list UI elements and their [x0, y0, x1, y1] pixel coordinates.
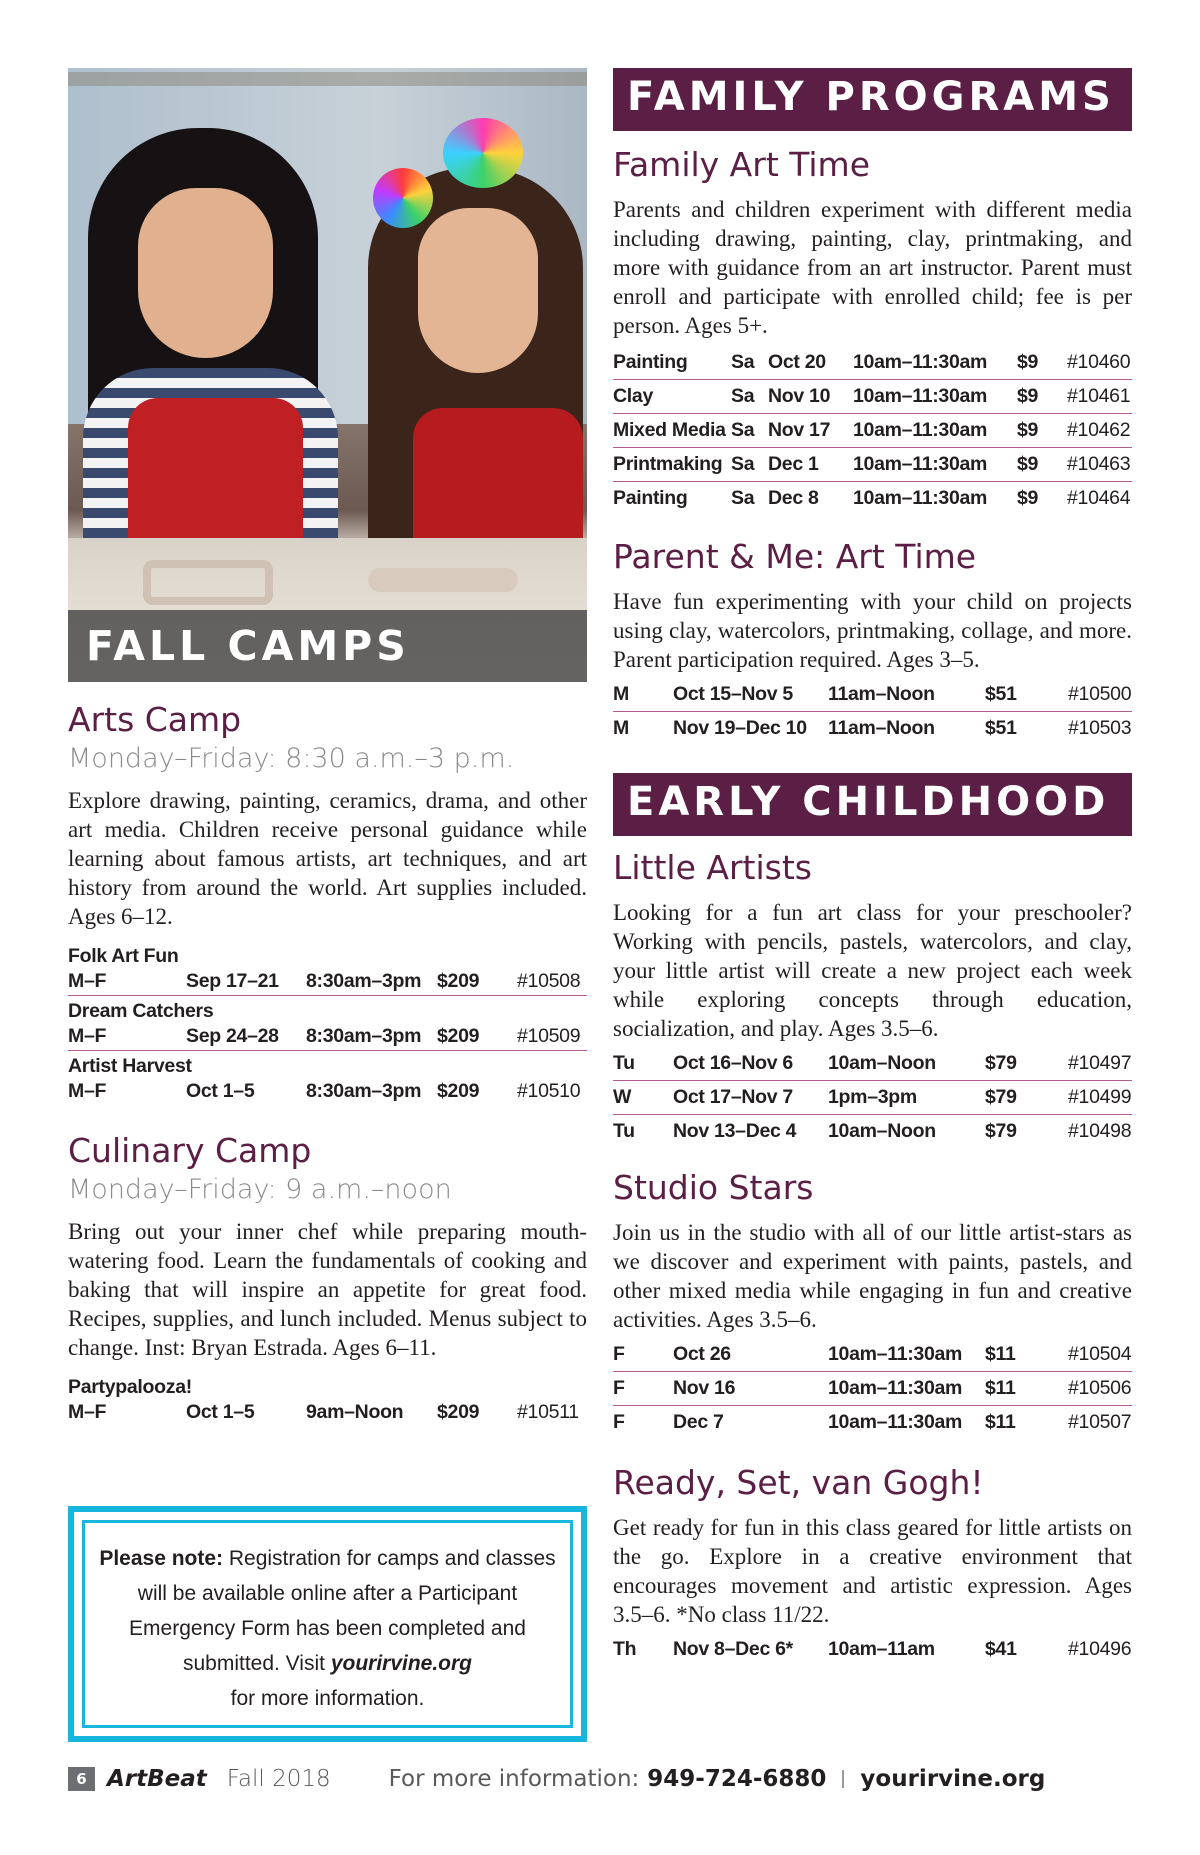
class-media: Clay [613, 385, 653, 407]
course-code: #10496 [1068, 1638, 1132, 1660]
registration-note [68, 1506, 587, 1742]
arts-camp-title: Arts Camp [68, 700, 242, 739]
right-column [613, 68, 1132, 1666]
class-time: 10am–11:30am [853, 385, 988, 407]
session-dates: Sep 17–21 [186, 970, 279, 992]
info-label: For more information: [388, 1766, 640, 1792]
van-gogh-description: Get ready for fun in this class geared for little artists on the go. Explore in a creative environment that encourages movement and artistic expression. Ages 3.5–6. *No class 11/22. [613, 1515, 1132, 1627]
class-fee: $79 [985, 1120, 1017, 1142]
table-row [613, 1633, 1132, 1666]
class-time: 10am–11am [828, 1638, 935, 1660]
class-time: 10am–11:30am [828, 1343, 963, 1365]
family-art-time-table [613, 346, 1132, 515]
class-day: W [613, 1086, 632, 1108]
note-line: Emergency Form has been completed and [129, 1617, 526, 1640]
table-row [613, 1338, 1132, 1372]
table-row [613, 482, 1132, 515]
course-code: #10509 [517, 1025, 581, 1047]
van-gogh-title: Ready, Set, van Gogh! [613, 1463, 984, 1502]
class-date: Nov 17 [768, 419, 831, 441]
course-code: #10463 [1067, 453, 1131, 475]
class-time: 10am–11:30am [853, 453, 988, 475]
session-fee: $209 [437, 1025, 480, 1047]
class-day: Sa [731, 419, 755, 441]
course-code: #10462 [1067, 419, 1131, 441]
class-day: M [613, 683, 629, 705]
note-label: Please note: [99, 1547, 224, 1570]
phone-number[interactable]: 949-724-6880 [647, 1766, 827, 1792]
course-code: #10497 [1068, 1052, 1132, 1074]
class-media: Printmaking [613, 453, 723, 475]
class-time: 10am–11:30am [853, 419, 988, 441]
van-gogh-table [613, 1633, 1132, 1666]
table-row [613, 448, 1132, 482]
table-row [68, 1398, 587, 1426]
culinary-camp-schedule: Monday–Friday: 9 a.m.–noon [68, 1174, 452, 1205]
session-fee: $209 [437, 1080, 480, 1102]
parent-me-table [613, 678, 1132, 745]
class-time: 10am–Noon [828, 1052, 936, 1074]
class-fee: $51 [985, 683, 1017, 705]
course-code: #10508 [517, 970, 581, 992]
session-name: Partypalooza! [68, 1376, 192, 1398]
class-fee: $9 [1017, 487, 1039, 509]
publication-season: Fall 2018 [226, 1766, 331, 1792]
table-row [613, 1406, 1132, 1439]
publication-name: ArtBeat [107, 1766, 207, 1792]
class-day: Tu [613, 1052, 635, 1074]
little-artists-title: Little Artists [613, 848, 812, 887]
family-programs-header: FAMILY PROGRAMS [613, 68, 1132, 131]
session-name: Artist Harvest [68, 1055, 192, 1077]
little-artists-description: Looking for a fun art class for your preschooler? Working with pencils, pastels, watercolors, and clay, your little artist will create a new project each week while exploring concepts through education, socialization, and play. Ages 3.5–6. [613, 900, 1132, 1041]
table-row [613, 380, 1132, 414]
class-dates: Nov 16 [673, 1377, 736, 1399]
session-days: M–F [68, 970, 107, 992]
class-day: F [613, 1411, 625, 1433]
course-code: #10464 [1067, 487, 1131, 509]
arts-camp-description: Explore drawing, painting, ceramics, drama, and other art media. Children receive personal guidance while learning about famous artists, art techniques, and art history from around the world. Art supplies included. Ages 6–12. [68, 788, 587, 929]
course-code: #10510 [517, 1080, 581, 1102]
class-media: Mixed Media [613, 419, 726, 441]
session-name: Folk Art Fun [68, 945, 179, 967]
session-name: Dream Catchers [68, 1000, 214, 1022]
parent-me-description: Have fun experimenting with your child on projects using clay, watercolors, printmaking, collage, and more. Parent participation required. Ages 3–5. [613, 589, 1132, 672]
course-code: #10507 [1068, 1411, 1132, 1433]
class-dates: Nov 8–Dec 6* [673, 1638, 793, 1660]
class-time: 11am–Noon [828, 683, 935, 705]
page-footer [68, 1762, 1138, 1796]
class-day: F [613, 1343, 625, 1365]
parent-me-title: Parent & Me: Art Time [613, 537, 977, 576]
table-row [613, 1081, 1132, 1115]
table-row [613, 346, 1132, 380]
arts-camp-schedule: Monday–Friday: 8:30 a.m.–3 p.m. [68, 743, 515, 774]
website-link[interactable]: yourirvine.org [330, 1652, 473, 1675]
studio-stars-description: Join us in the studio with all of our little artist-stars as we discover and experiment with paints, pastels, and other mixed media while engaging in fun and creative activities. Ages 3.5–6. [613, 1220, 1132, 1332]
course-code: #10504 [1068, 1343, 1132, 1365]
class-day: Sa [731, 487, 755, 509]
session-dates: Sep 24–28 [186, 1025, 279, 1047]
course-code: #10500 [1068, 683, 1132, 705]
family-art-time-description: Parents and children experiment with different media including drawing, painting, clay, printmaking, and more with guidance from an art instructor. Parent must enroll and participate with enrolled child; fee is per person. Ages 5+. [613, 197, 1132, 338]
camp-session [68, 1055, 587, 1105]
registration-note-text [82, 1520, 573, 1728]
class-date: Nov 10 [768, 385, 831, 407]
note-line: for more information. [230, 1687, 425, 1710]
early-childhood-header: EARLY CHILDHOOD [613, 773, 1132, 836]
course-code: #10498 [1068, 1120, 1132, 1142]
session-fee: $209 [437, 1401, 480, 1423]
session-days: M–F [68, 1025, 107, 1047]
camp-session [68, 1000, 587, 1051]
class-fee: $51 [985, 717, 1017, 739]
class-time: 1pm–3pm [828, 1086, 917, 1108]
class-day: Th [613, 1638, 637, 1660]
class-fee: $11 [985, 1377, 1016, 1399]
class-day: Sa [731, 351, 755, 373]
class-date: Dec 1 [768, 453, 819, 475]
class-day: Tu [613, 1120, 635, 1142]
table-row [68, 1022, 587, 1051]
camp-session [68, 945, 587, 996]
table-row [68, 1077, 587, 1105]
culinary-camp-description: Bring out your inner chef while preparing mouth-watering food. Learn the fundamentals of cooking and baking that will inspire an appetite for great food. Recipes, supplies, and lunch included. Menus subject to change. Inst: Bryan Estrada. Ages 6–11. [68, 1219, 587, 1360]
class-date: Dec 8 [768, 487, 819, 509]
class-time: 10am–Noon [828, 1120, 936, 1142]
session-time: 8:30am–3pm [306, 1025, 422, 1047]
left-column [68, 68, 587, 1426]
table-row [613, 1047, 1132, 1081]
class-time: 10am–11:30am [853, 351, 988, 373]
class-fee: $11 [985, 1411, 1016, 1433]
course-code: #10460 [1067, 351, 1131, 373]
course-code: #10503 [1068, 717, 1132, 739]
studio-stars-title: Studio Stars [613, 1168, 814, 1207]
class-time: 10am–11:30am [828, 1411, 963, 1433]
course-code: #10499 [1068, 1086, 1132, 1108]
page-number: 6 [68, 1767, 95, 1791]
table-row [68, 967, 587, 996]
session-time: 9am–Noon [306, 1401, 404, 1423]
class-fee: $79 [985, 1086, 1017, 1108]
fall-camps-banner: FALL CAMPS [68, 610, 587, 682]
note-line: Registration for camps and classes [223, 1547, 556, 1570]
session-days: M–F [68, 1080, 107, 1102]
website-link[interactable]: yourirvine.org [860, 1766, 1046, 1792]
class-time: 10am–11:30am [853, 487, 988, 509]
class-dates: Dec 7 [673, 1411, 724, 1433]
little-artists-table [613, 1047, 1132, 1148]
class-fee: $9 [1017, 351, 1039, 373]
table-row [613, 414, 1132, 448]
table-row [613, 1115, 1132, 1148]
studio-stars-table [613, 1338, 1132, 1439]
class-dates: Oct 17–Nov 7 [673, 1086, 793, 1108]
culinary-camp-title: Culinary Camp [68, 1131, 312, 1170]
note-line: will be available online after a Participant [137, 1582, 518, 1605]
class-dates: Oct 16–Nov 6 [673, 1052, 793, 1074]
course-code: #10506 [1068, 1377, 1132, 1399]
class-fee: $41 [985, 1638, 1017, 1660]
class-dates: Nov 13–Dec 4 [673, 1120, 797, 1142]
class-dates: Oct 26 [673, 1343, 731, 1365]
class-fee: $9 [1017, 419, 1039, 441]
note-line: submitted. Visit [182, 1652, 331, 1675]
session-dates: Oct 1–5 [186, 1401, 255, 1423]
session-fee: $209 [437, 970, 480, 992]
family-art-time-title: Family Art Time [613, 145, 871, 184]
camp-session [68, 1376, 587, 1426]
class-fee: $9 [1017, 385, 1039, 407]
course-code: #10511 [517, 1401, 579, 1423]
class-day: Sa [731, 453, 755, 475]
class-time: 11am–Noon [828, 717, 935, 739]
table-row [613, 678, 1132, 712]
class-date: Oct 20 [768, 351, 826, 373]
class-dates: Nov 19–Dec 10 [673, 717, 807, 739]
class-day: F [613, 1377, 625, 1399]
session-time: 8:30am–3pm [306, 970, 422, 992]
session-time: 8:30am–3pm [306, 1080, 422, 1102]
table-row [613, 1372, 1132, 1406]
class-media: Painting [613, 487, 688, 509]
session-dates: Oct 1–5 [186, 1080, 255, 1102]
class-dates: Oct 15–Nov 5 [673, 683, 793, 705]
session-days: M–F [68, 1401, 107, 1423]
class-fee: $79 [985, 1052, 1017, 1074]
course-code: #10461 [1067, 385, 1131, 407]
class-fee: $9 [1017, 453, 1039, 475]
class-day: Sa [731, 385, 755, 407]
table-row [613, 712, 1132, 745]
footer-divider [842, 1770, 844, 1788]
class-day: M [613, 717, 629, 739]
camp-photo [68, 68, 587, 682]
class-media: Painting [613, 351, 688, 373]
class-fee: $11 [985, 1343, 1016, 1365]
class-time: 10am–11:30am [828, 1377, 963, 1399]
